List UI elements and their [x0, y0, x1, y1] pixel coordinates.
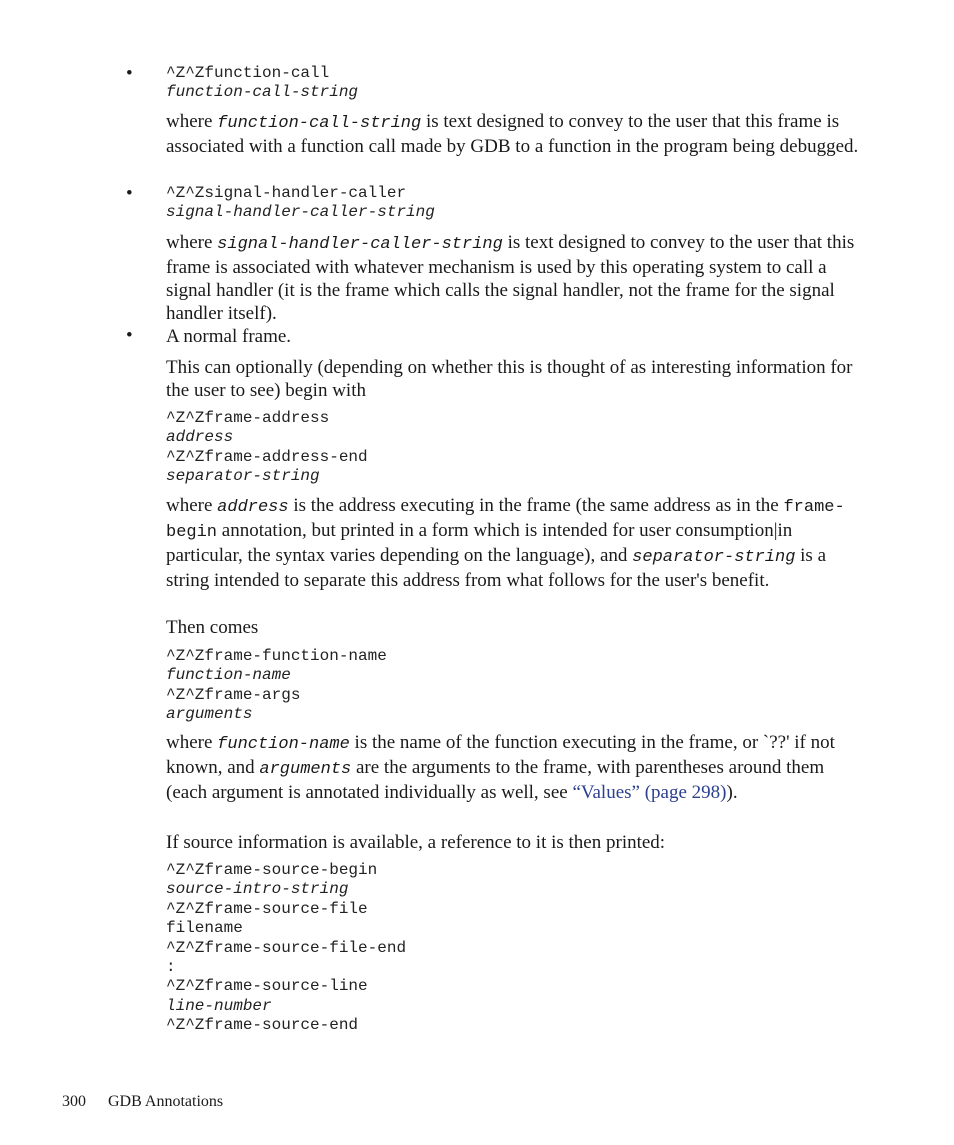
- code-term: function-call-string: [217, 114, 422, 133]
- code-line: ^Z^Zframe-source-file-end: [166, 938, 407, 957]
- text-run: is the name of the function executing in the frame, or `??' if not known, and: [166, 732, 835, 778]
- code-line: line-number: [166, 996, 272, 1015]
- code-line: ^Z^Zframe-address: [166, 409, 330, 427]
- normal-frame-label: A normal frame.: [166, 326, 292, 347]
- code-line: ^Z^Zframe-source-line: [166, 977, 368, 996]
- page-footer: [62, 1092, 223, 1112]
- code-line: ^Z^Zframe-function-name: [166, 647, 387, 665]
- paragraph-address: [166, 494, 866, 592]
- code-line: arguments: [166, 705, 253, 724]
- code-term: address: [217, 498, 289, 517]
- text-run: where: [166, 232, 218, 253]
- bullet-marker: •: [126, 63, 133, 84]
- code-line: ^Z^Zframe-source-end: [166, 1016, 359, 1035]
- code-line: ^Z^Zfunction-call: [166, 64, 330, 82]
- values-page-link[interactable]: “Values” (page 298): [572, 782, 727, 803]
- code-term: separator-string: [632, 548, 796, 567]
- text-run: ).: [726, 782, 738, 803]
- code-line: source-intro-string: [166, 880, 349, 899]
- code-block-frame-address: [166, 409, 866, 487]
- paragraph-then-comes: Then comes: [166, 617, 259, 638]
- code-line: ^Z^Zframe-source-begin: [166, 861, 378, 879]
- code-block-function-name: [166, 647, 866, 725]
- bullet-marker: •: [126, 183, 133, 204]
- code-line: address: [166, 428, 234, 447]
- code-line: ^Z^Zframe-source-file: [166, 899, 368, 918]
- code-block-function-call: [166, 64, 866, 103]
- code-block-signal-handler: [166, 184, 866, 223]
- code-line: ^Z^Zframe-address-end: [166, 447, 368, 466]
- code-block-frame-source: [166, 861, 866, 1036]
- paragraph-frame-intro: This can optionally (depending on whether this is thought of as interesting information for the user to see) begin with: [166, 357, 853, 401]
- page-number: 300: [62, 1093, 86, 1110]
- text-run: are the arguments to the frame, with parentheses around them (each argument is annotated individually as well, see: [166, 757, 825, 803]
- code-term: frame-begin: [166, 498, 845, 542]
- text-run: annotation, but printed in a form which is intended for user consumption|in particular, the syntax varies depending on the language), and: [166, 520, 793, 566]
- code-line: ^Z^Zsignal-handler-caller: [166, 184, 407, 202]
- code-term: function-name: [217, 735, 350, 754]
- text-run: where: [166, 495, 218, 516]
- code-term: arguments: [259, 760, 352, 779]
- code-term: signal-handler-caller-string: [217, 235, 503, 254]
- text-run: is text designed to convey to the user that this frame is associated with a function call made by GDB to a function in the program being debugged.: [166, 111, 859, 157]
- section-title: GDB Annotations: [108, 1093, 224, 1110]
- text-run: is text designed to convey to the user that this frame is associated with whatever mechanism is used by this operating system to call a signal handler (it is the frame which calls the signal handler, not the frame for the signal handler itself).: [166, 232, 855, 324]
- code-line: function-call-string: [166, 83, 359, 102]
- paragraph-source-intro: If source information is available, a reference to it is then printed:: [166, 832, 666, 853]
- paragraph-function-call: [166, 110, 866, 158]
- text-run: is a string intended to separate this address from what follows for the user's benefit.: [166, 545, 827, 591]
- text-run: where: [166, 732, 218, 753]
- code-line: function-name: [166, 666, 291, 685]
- code-line: signal-handler-caller-string: [166, 203, 435, 222]
- code-line: filename: [166, 919, 243, 938]
- code-line: separator-string: [166, 467, 320, 486]
- text-run: where: [166, 111, 218, 132]
- code-line: ^Z^Zframe-args: [166, 685, 301, 704]
- paragraph-signal-handler: [166, 231, 866, 325]
- bullet-marker: •: [126, 325, 133, 346]
- code-line: :: [166, 958, 176, 977]
- paragraph-function-name: [166, 731, 866, 804]
- text-run: is the address executing in the frame (the same address as in the: [288, 495, 784, 516]
